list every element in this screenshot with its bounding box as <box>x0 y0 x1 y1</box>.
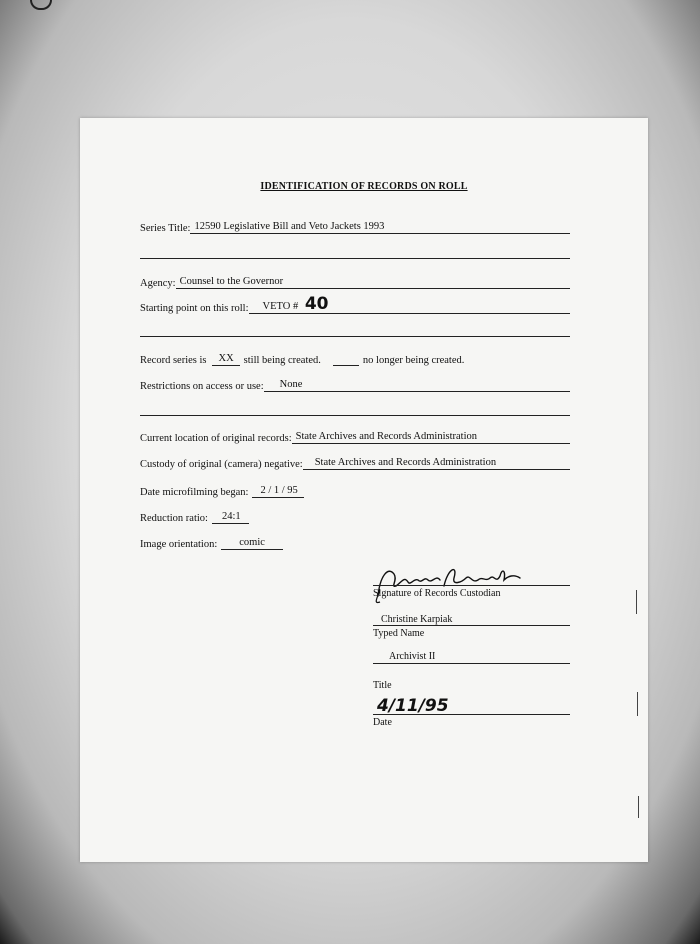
current-location-value: State Archives and Records Administration <box>292 431 570 444</box>
custody-label: Custody of original (camera) negative: <box>140 459 303 470</box>
record-series-label: Record series is <box>140 355 207 366</box>
form-page <box>80 118 648 862</box>
orientation-row <box>140 534 570 550</box>
title-label: Title <box>373 680 392 691</box>
restrictions-label: Restrictions on access or use: <box>140 381 264 392</box>
form-heading: IDENTIFICATION OF RECORDS ON ROLL <box>260 181 468 192</box>
starting-point-row <box>140 294 570 314</box>
agency-value: Counsel to the Governor <box>176 276 570 289</box>
date-label: Date <box>373 717 392 728</box>
no-longer-blank <box>333 365 359 366</box>
series-title-label: Series Title: <box>140 223 191 234</box>
typed-name-line <box>373 625 570 626</box>
series-title-extra-line <box>140 258 570 259</box>
orientation-label: Image orientation: <box>140 539 218 550</box>
signature-line <box>373 585 570 586</box>
typed-name-value: Christine Karpiak <box>381 614 453 625</box>
current-location-row <box>140 428 570 444</box>
custody-row <box>140 454 570 470</box>
date-line <box>373 714 570 715</box>
still-created-text: still being created. <box>243 355 321 366</box>
film-edge-mark <box>30 0 52 10</box>
starting-point-handwritten: 40 <box>304 294 329 314</box>
scan-artifact-mark <box>638 796 639 818</box>
starting-point-field <box>249 294 570 314</box>
starting-point-extra-line <box>140 336 570 337</box>
starting-point-label: Starting point on this roll: <box>140 303 249 314</box>
starting-point-value: VETO # <box>262 301 299 312</box>
scan-artifact-mark <box>637 692 638 716</box>
date-began-value: 2 / 1 / 95 <box>252 485 303 498</box>
restrictions-extra-line <box>140 415 570 416</box>
reduction-label: Reduction ratio: <box>140 513 208 524</box>
no-longer-text: no longer being created. <box>362 355 465 366</box>
agency-row <box>140 273 570 289</box>
restrictions-value: None <box>264 379 570 392</box>
scan-artifact-mark <box>636 590 637 614</box>
signature-label: Signature of Records Custodian <box>373 588 501 599</box>
title-value: Archivist II <box>389 651 436 662</box>
typed-name-label: Typed Name <box>373 628 425 639</box>
date-began-label: Date microfilming began: <box>140 487 249 498</box>
restrictions-row <box>140 376 570 392</box>
date-value: 4/11/95 <box>377 696 449 716</box>
date-began-row <box>140 482 570 498</box>
title-line <box>373 663 570 664</box>
orientation-value: comic <box>221 537 283 550</box>
reduction-row <box>140 508 570 524</box>
custody-value: State Archives and Records Administration <box>303 457 570 470</box>
reduction-value: 24:1 <box>212 511 249 524</box>
current-location-label: Current location of original records: <box>140 433 292 444</box>
series-title-row <box>140 218 570 234</box>
record-series-row <box>140 350 570 366</box>
agency-label: Agency: <box>140 278 176 289</box>
series-title-value: 12590 Legislative Bill and Veto Jackets 1993 <box>190 221 570 234</box>
record-series-mark: XX <box>212 353 239 366</box>
